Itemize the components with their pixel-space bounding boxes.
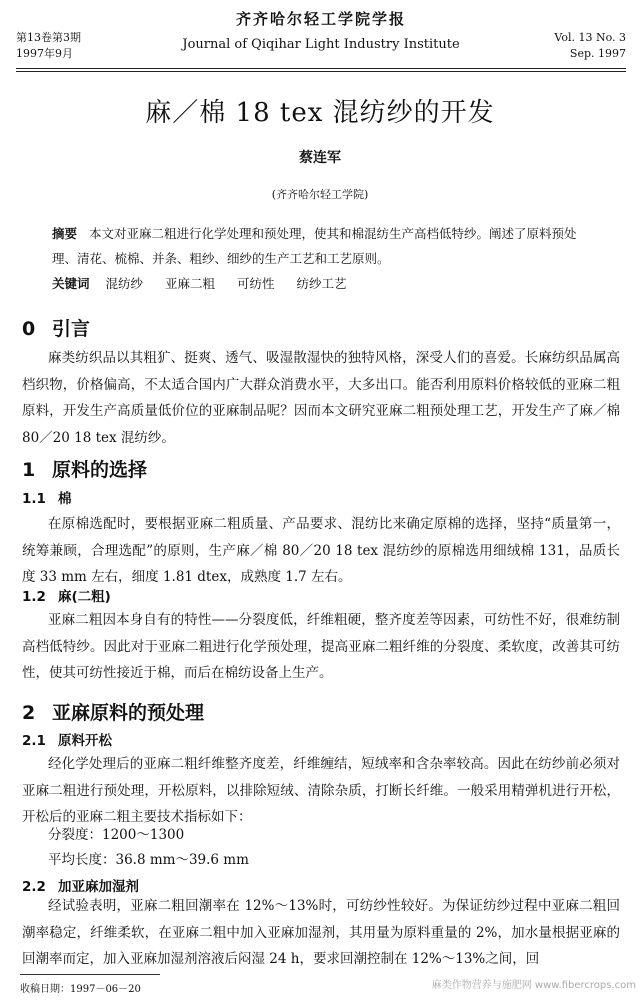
subsection-title: 棉: [58, 491, 72, 507]
section-heading: [22, 314, 90, 341]
subsection-heading: [22, 585, 111, 605]
abstract-block: [52, 221, 600, 296]
abstract-text: 本文对亚麻二粗进行化学处理和预处理，使其和棉混纺生产高档低特纱。阐述了原料预处理、清花、梳棉、并条、粗纱、细纱的生产工艺和工艺原则。: [52, 226, 577, 266]
body-paragraph: 亚麻二粗因本身自有的特性——分裂度低，纤维粗硬，整齐度差等因素，可纺性不好，很难纺制高档低特纱。因此对于亚麻二粗进行化学预处理，提高亚麻二粗纤维的分裂度、柔软度，改善其可纺性，使其可纺性接近于棉，而后在棉纺设备上生产。: [22, 612, 620, 681]
subsection-heading: [22, 487, 72, 507]
keyword: 混纺纱: [105, 276, 144, 291]
header-right: [554, 30, 626, 62]
keyword: 纺纱工艺: [296, 276, 347, 291]
spec-line: 平均长度：36.8 mm～39.6 mm: [48, 852, 249, 868]
spec-line: 分裂度：1200～1300: [48, 827, 185, 843]
section-heading: [22, 455, 147, 482]
header-rule-top: [16, 68, 626, 69]
site-watermark: 麻类作物营养与施肥网 www.fibercrops.com: [431, 980, 636, 991]
section-number: 0: [22, 318, 36, 340]
volume-en: Vol. 13 No. 3: [554, 31, 626, 44]
body-paragraph: 在原棉选配时，要根据亚麻二粗质量、产品要求、混纺比来确定原棉的选择，坚持“质量第一，统筹兼顾，合理选配”的原则，生产麻／棉 80／20 18 tex 混纺纱的原棉选用细绒棉 131，品质长度 33 mm 左右，细度 1.81 dtex，成熟度 1.7 左右。: [22, 516, 620, 585]
volume-cn: 第13卷第3期: [16, 31, 81, 44]
body-paragraph: 经试验表明，亚麻二粗回潮率在 12%～13%时，可纺纱性较好。为保证纺纱过程中亚麻二粗回潮率稳定，纤维柔软，在亚麻二粗中加入亚麻加湿剂，其用量为原料重量的 2%，加水量根据亚麻的回潮率而定，加入亚麻加湿剂溶液后闷湿 24 h，要求回潮控制在 12%～13%之间，回: [22, 898, 620, 967]
keyword: 亚麻二粗: [165, 276, 216, 291]
footnote-rule: [20, 974, 160, 975]
author-name: 蔡连军: [299, 150, 341, 166]
section-heading: [22, 698, 204, 725]
keywords-label: 关键词: [52, 276, 90, 291]
abstract: [52, 221, 600, 271]
subsection-number: 2.1: [22, 733, 46, 749]
date-en: Sep. 1997: [569, 47, 626, 60]
journal-name-en: Journal of Qiqihar Light Industry Institute: [182, 37, 460, 52]
journal-name-cn: 齐齐哈尔轻工学院学报: [235, 10, 406, 28]
section-title: 亚麻原料的预处理: [52, 702, 205, 724]
subsection-title: 加亚麻加湿剂: [58, 879, 139, 895]
running-header: [16, 6, 626, 62]
keywords: [52, 271, 600, 296]
header-left: [16, 30, 81, 62]
subsection-title: 原料开松: [58, 733, 112, 749]
body-paragraph: 经化学处理后的亚麻二粗纤维整齐度差，纤维缠结，短绒率和含杂率较高。因此在纺纱前必须对亚麻二粗进行预处理，开松原料，以排除短绒、清除杂质，打断长纤维。一般采用精弹机进行开松，开松后的亚麻二粗主要技术指标如下：: [22, 756, 620, 825]
subsection-title: 麻(二粗): [58, 589, 111, 605]
affiliation: (齐齐哈尔轻工学院): [271, 188, 369, 201]
paper-title: 麻／棉 18 tex 混纺纱的开发: [145, 98, 495, 128]
abstract-label: 摘要: [52, 226, 78, 241]
footnote-received-date: 收稿日期：1997－06－20: [20, 984, 141, 995]
header-center: [176, 8, 466, 52]
subsection-number: 2.2: [22, 879, 46, 895]
body-paragraph: 麻类纺织品以其粗犷、挺爽、透气、吸湿散湿快的独特风格，深受人们的喜爱。长麻纺织品属高档织物，价格偏高，不太适合国内广大群众消费水平，大多出口。能否利用原料价格较低的亚麻二粗原料，开发生产高质量低价位的亚麻制品呢？因而本文研究亚麻二粗预处理工艺，开发生产了麻／棉 80／20 18 tex 混纺纱。: [22, 350, 620, 446]
section-number: 2: [22, 702, 36, 724]
subsection-heading: [22, 875, 139, 895]
header-rule-bottom: [16, 71, 626, 72]
date-cn: 1997年9月: [16, 47, 73, 60]
section-title: 引言: [52, 318, 91, 340]
section-number: 1: [22, 459, 36, 481]
subsection-number: 1.1: [22, 491, 46, 507]
section-title: 原料的选择: [52, 459, 148, 481]
subsection-heading: [22, 729, 112, 749]
subsection-number: 1.2: [22, 589, 46, 605]
keyword: 可纺性: [237, 276, 275, 291]
